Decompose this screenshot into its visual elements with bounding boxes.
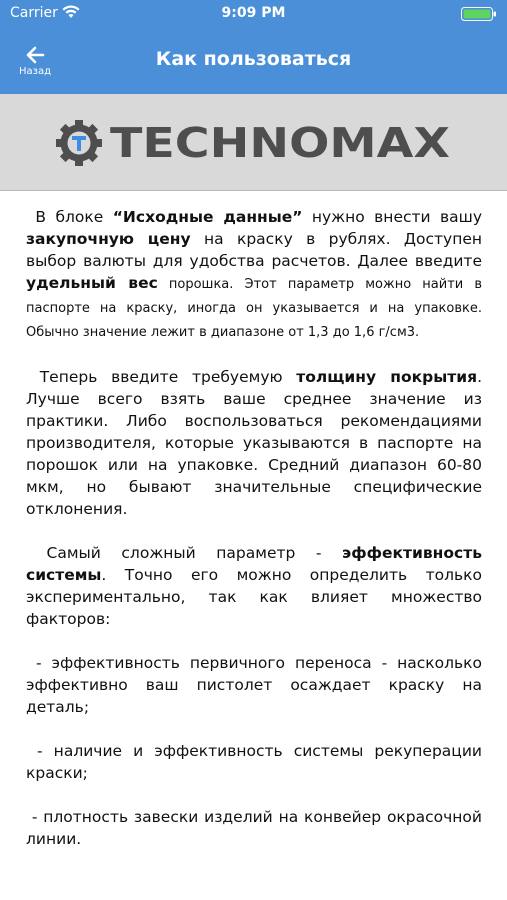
instructions-text	[26, 206, 482, 850]
list-item-transfer: - эффективность первичного переноса - насколько эффективно ваш пистолет осаждает краску на деталь;	[26, 654, 482, 716]
clock-time: 9:09 PM	[221, 5, 286, 21]
list-item-density: - плотность завески изделий на конвейер окрасочной линии.	[26, 808, 482, 848]
battery-icon	[461, 7, 497, 21]
navigation-bar	[0, 28, 507, 94]
logo-banner	[0, 94, 507, 191]
status-bar	[0, 0, 507, 28]
paragraph-system-efficiency: Самый сложный параметр - эффективность системы. Точно его можно определить только экспериментально, так как влияет множество факторов:	[26, 544, 482, 628]
technomax-logo	[54, 118, 454, 168]
list-item-recovery: - наличие и эффективность системы рекуперации краски;	[26, 742, 482, 782]
logo-wordmark: TECHNOMAX	[110, 119, 450, 167]
back-label: Назад	[18, 66, 51, 77]
carrier-label: Carrier	[10, 5, 58, 21]
paragraph-coating-thickness: Теперь введите требуемую толщину покрытия. Лучше всего взять ваше среднее значение из практики. Либо воспользоваться рекомендациями производителя, которые указываются в паспорте на порошок или на упаковке. Средний диапазон 60-80 мкм, но бывают значительные специфические отклонения.	[26, 368, 482, 518]
page-title: Как пользоваться	[155, 48, 352, 70]
gear-icon	[56, 120, 102, 166]
paragraph-initial-data: В блоке “Исходные данные” нужно внести вашу закупочную цену на краску в рублях. Доступен выбор валюты для удобства расчетов. Далее введите удельный вес порошка. Этот параметр можно найти в паспорте на краску, иногда он указывается и на упаковке. Обычно значение лежит в диапазоне от 1,3 до 1,6 г/см3.	[26, 208, 483, 340]
